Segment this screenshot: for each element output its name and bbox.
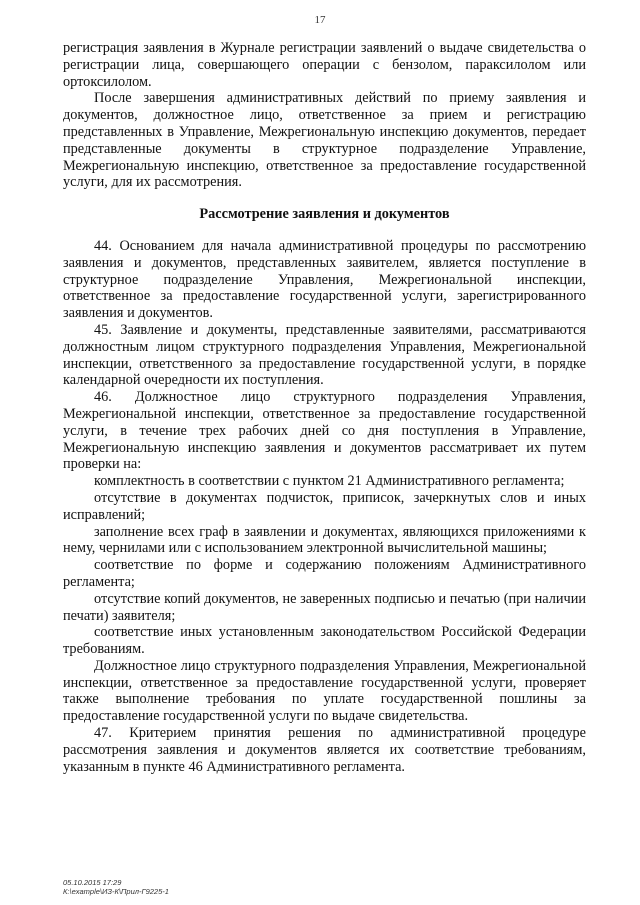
footer-stamp bbox=[63, 878, 169, 896]
paragraph: Должностное лицо структурного подразделения Управления, Межрегиональной инспекции, ответственное за предоставление государственной услуги, проверяет также выполнение требования по уплате государственной пошлины за предоставление государственной услуги по выдаче свидетельства. bbox=[63, 657, 586, 725]
paragraph: 47. Критерием принятия решения по административной процедуре рассмотрения заявления и документов является их соответствие требованиям, указанным в пункте 46 Административного регламента. bbox=[63, 725, 586, 775]
page-number: 17 bbox=[314, 14, 326, 26]
paragraph: 46. Должностное лицо структурного подразделения Управления, Межрегиональной инспекции, ответственное за предоставление государственной услуги, в течение трех рабочих дней со дня поступления в Управление, Межрегиональную инспекцию заявления и документов рассматривает их путем проверки на: bbox=[63, 389, 586, 473]
paragraph: После завершения административных действий по приему заявления и документов, должностное лицо, ответственное за прием и регистрацию представленных в Управление, Межрегиональную инспекцию документов, передает представленные документы в структурное подразделение Управление, Межрегиональную инспекцию, ответственное за предоставление государственной услуги, для их рассмотрения. bbox=[63, 90, 586, 191]
footer-timestamp: 05.10.2015 17:29 bbox=[63, 878, 122, 887]
paragraph: регистрация заявления в Журнале регистрации заявлений о выдаче свидетельства о регистрации лица, совершающего операции с бензолом, параксилолом или ортоксилолом. bbox=[63, 40, 586, 90]
paragraph: комплектность в соответствии с пунктом 21 Административного регламента; bbox=[94, 473, 565, 490]
paragraph: 44. Основанием для начала административной процедуры по рассмотрению заявления и документов, представленных заявителем, является поступление в структурное подразделение Управления, Межрегиональной инспекции, ответственное за предоставление государственной услуги, зарегистрированного заявления и документов. bbox=[63, 237, 586, 322]
paragraph: соответствие иных установленным законодательством Российской Федерации требованиям. bbox=[63, 624, 586, 658]
paragraphs-top bbox=[63, 40, 586, 191]
paragraph: 45. Заявление и документы, представленные заявителями, рассматриваются должностным лицом структурного подразделения Управления, Межрегиональной инспекции, ответственного за предоставление государственной услуги, в порядке календарной очередности их поступления. bbox=[63, 321, 586, 389]
paragraph: соответствие по форме и содержанию положениям Административного регламента; bbox=[63, 557, 586, 590]
document-body bbox=[63, 40, 586, 775]
footer-file-path: К:\example\ИЗ-К\Прил-Г9225-1 bbox=[63, 887, 169, 896]
section-heading: Рассмотрение заявления и документов bbox=[199, 206, 450, 223]
paragraph: отсутствие копий документов, не заверенных подписью и печатью (при наличии печати) заявителя; bbox=[63, 590, 586, 624]
paragraph: отсутствие в документах подчисток, приписок, зачеркнутых слов и иных исправлений; bbox=[63, 489, 586, 523]
paragraph: заполнение всех граф в заявлении и документах, являющихся приложениями к нему, чернилами или с использованием электронной вычислительной машины; bbox=[63, 523, 586, 557]
paragraphs-main bbox=[63, 238, 586, 776]
